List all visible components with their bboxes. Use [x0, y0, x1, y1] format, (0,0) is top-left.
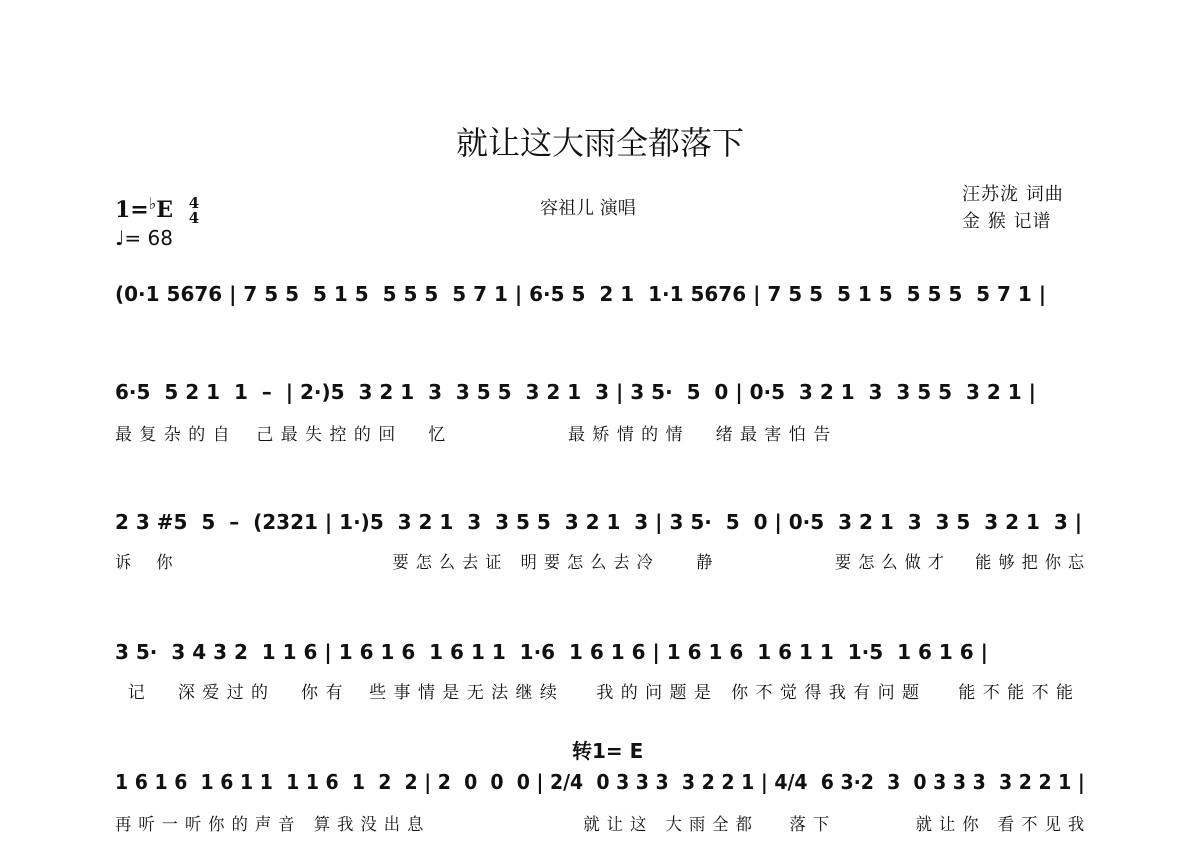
notation-line-1: (0·1 5676 | 7 5 5 5 1 5 5 5 5 5 7 1 | 6·5 5 2 1 1·1 5676 | 7 5 5 5 1 5 5 5 5 5 7 1 |: [115, 282, 1047, 306]
notation-line-4: 3 5· 3 4 3 2 1 1 6 | 1 6 1 6 1 6 1 1 1·6 1 6 1 6 | 1 6 1 6 1 6 1 1 1·5 1 6 1 6 |: [115, 640, 988, 664]
lyrics-line-4: 记 深 爱 过 的 你 有 些 事 情 是 无 法 继 续 我 的 问 题 是 你 不 觉 得 我 有 问 题 能 不 能 不 能: [115, 683, 1075, 703]
page-title: 就让这大雨全都落下: [455, 124, 744, 162]
key-prefix: 1=: [115, 197, 149, 223]
time-signature-bottom: 4: [188, 209, 200, 227]
transcriber-credit: 金 猴 记谱: [962, 211, 1052, 232]
key-note: E: [156, 197, 174, 223]
flat-sign: ♭: [148, 194, 157, 213]
key-change-marking: 转1= E: [572, 739, 644, 763]
lyrics-line-5: 再 听 一 听 你 的 声 音 算 我 没 出 息 就 让 这 大 雨 全 都 落 下 就 让 你 看 不 见 我: [115, 815, 1086, 835]
lyrics-line-3: 诉 你 要 怎 么 去 证 明 要 怎 么 去 冷 静 要 怎 么 做 才 能 够 把 你 忘: [115, 553, 1086, 573]
lyrics-music-credit: 汪苏泷 词曲: [962, 184, 1064, 205]
lyrics-line-2: 最 复 杂 的 自 己 最 失 控 的 回 忆 最 矫 情 的 情 绪 最 害 怕 告: [115, 425, 832, 445]
notation-line-2: 6·5 5 2 1 1 – | 2·)5 3 2 1 3 3 5 5 3 2 1 3 | 3 5· 5 0 | 0·5 3 2 1 3 3 5 5 3 2 1 |: [115, 380, 1036, 404]
singer-credit: 容祖儿 演唱: [540, 198, 636, 219]
notation-line-3: 2 3 #5 5 – (2321 | 1·)5 3 2 1 3 3 5 5 3 2 1 3 | 3 5· 5 0 | 0·5 3 2 1 3 3 5 3 2 1 3 |: [115, 510, 1083, 534]
time-signature-top: 4: [188, 194, 200, 212]
time-signature: [189, 196, 199, 226]
tempo-marking: ♩= 68: [115, 226, 173, 250]
notation-line-5: 1 6 1 6 1 6 1 1 1 1 6 1 2 2 | 2 0 0 0 | 2/4 0 3 3 3 3 2 2 1 | 4/4 6 3·2 3 0 3 3 3 3 2 2 1 |: [115, 770, 1085, 794]
key-signature: [115, 194, 199, 226]
